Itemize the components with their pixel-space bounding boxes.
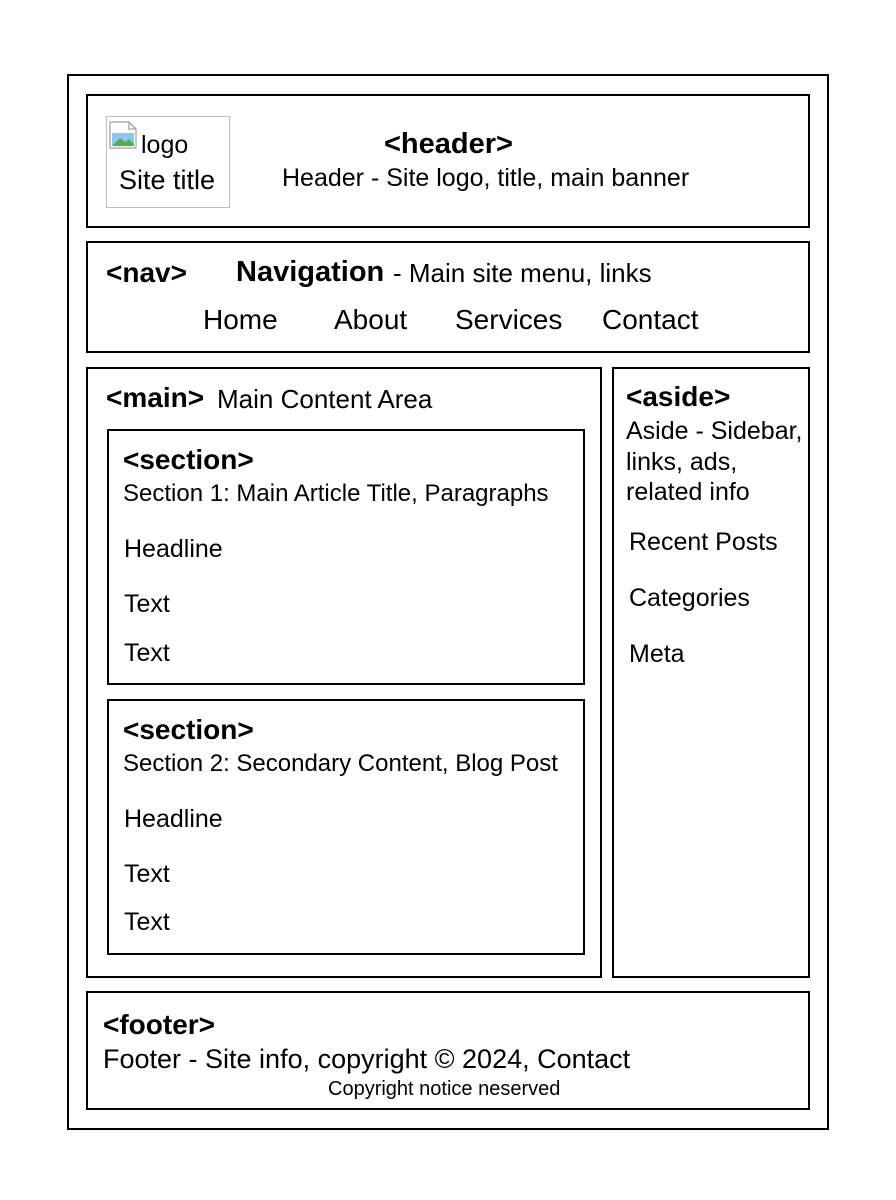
nav-link-about[interactable]: About [334, 304, 408, 335]
copyright-notice: Copyright notice neserved [328, 1078, 561, 1100]
main-description: Main Content Area [217, 384, 433, 414]
nav-link-home[interactable]: Home [203, 304, 278, 335]
header-region [86, 94, 810, 228]
aside-region [612, 367, 810, 978]
header-tag: <header> [384, 128, 513, 160]
main-tag: <main> [106, 382, 205, 413]
header-description: Header - Site logo, title, main banner [282, 164, 690, 192]
footer-region [86, 991, 810, 1110]
section-tag: <section> [123, 714, 254, 745]
section-text: Text [124, 639, 170, 667]
logo-alt-text: logo [141, 131, 189, 159]
aside-tag: <aside> [626, 381, 731, 412]
section-title: Section 2: Secondary Content, Blog Post [123, 750, 558, 777]
section-text: Text [124, 860, 170, 888]
aside-description-line: Aside - Sidebar, [626, 417, 803, 445]
section-headline: Headline [124, 805, 223, 833]
section-text: Text [124, 590, 170, 618]
nav-title: Navigation [236, 256, 385, 288]
nav-link-services[interactable]: Services [455, 304, 563, 335]
aside-description-line: links, ads, [626, 448, 738, 476]
aside-description-line: related info [626, 478, 750, 506]
section-tag: <section> [123, 444, 254, 475]
aside-link-recent-posts[interactable]: Recent Posts [629, 528, 778, 556]
site-title: Site title [119, 165, 216, 195]
section-title: Section 1: Main Article Title, Paragraphs [123, 480, 549, 507]
logo [106, 116, 230, 208]
nav-description: - Main site menu, links [393, 258, 652, 288]
section-headline: Headline [124, 535, 223, 563]
aside-link-categories[interactable]: Categories [629, 584, 750, 612]
section-2 [107, 699, 585, 955]
section-1 [107, 429, 585, 685]
broken-image-icon [109, 121, 137, 147]
nav-link-contact[interactable]: Contact [602, 304, 699, 335]
nav-region [86, 241, 810, 353]
section-text: Text [124, 908, 170, 936]
aside-link-meta[interactable]: Meta [629, 640, 685, 668]
main-region [86, 367, 602, 978]
footer-description: Footer - Site info, copyright © 2024, Contact [103, 1044, 631, 1074]
nav-tag: <nav> [106, 257, 187, 288]
footer-tag: <footer> [103, 1009, 216, 1040]
